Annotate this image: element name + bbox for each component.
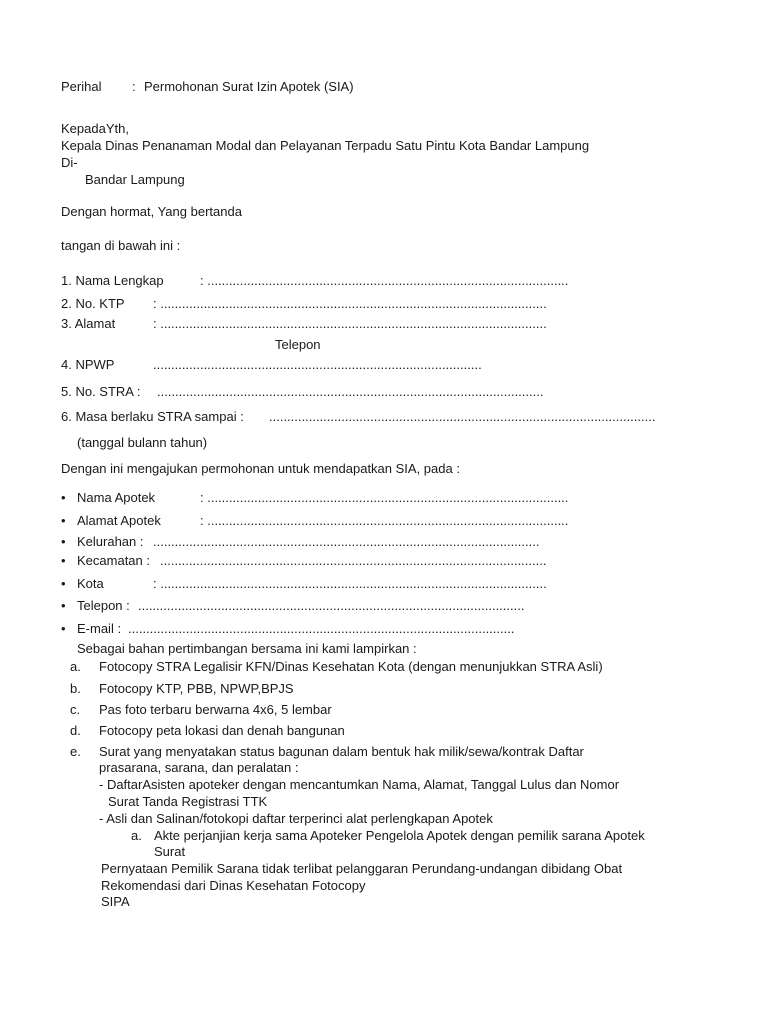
field-nama-lengkap-label: 1. Nama Lengkap	[61, 273, 164, 288]
field-telepon-label: Telepon	[275, 337, 321, 352]
attachment-suba-2: Surat	[154, 844, 186, 859]
recipient-name: Kepala Dinas Penanaman Modal dan Pelayanan Terpadu Satu Pintu Kota Bandar Lampung	[61, 138, 590, 153]
attachment-a-text: Fotocopy STRA Legalisir KFN/Dinas Kesehatan Kota (dengan menunjukkan STRA Asli)	[99, 659, 603, 674]
request-text: Dengan ini mengajukan permohonan untuk mendapatkan SIA, pada :	[61, 461, 460, 476]
apotek-email-dots: ...........................................................................................................	[128, 621, 515, 636]
apotek-kelurahan-dots: ...........................................................................................................	[153, 534, 540, 549]
recipient-di: Di-	[61, 155, 78, 170]
recipient-kepada: KepadaYth,	[61, 121, 129, 136]
attachment-suba-1: Akte perjanjian kerja sama Apoteker Pengelola Apotek dengan pemilik sarana Apotek	[154, 828, 645, 843]
attachments-intro: Sebagai bahan pertimbangan bersama ini kami lampirkan :	[77, 641, 417, 656]
attachment-sub-2: - Asli dan Salinan/fotokopi daftar terperinci alat perlengkapan Apotek	[99, 811, 493, 826]
attachment-sub-1a: - DaftarAsisten apoteker dengan mencantumkan Nama, Alamat, Tanggal Lulus dan Nomor	[99, 777, 620, 792]
attachment-b-text: Fotocopy KTP, PBB, NPWP,BPJS	[99, 681, 294, 696]
field-npwp-dots: ...........................................................................................	[153, 357, 482, 372]
field-alamat-label: 3. Alamat	[61, 316, 116, 331]
apotek-telepon-label: • Telepon :	[77, 598, 130, 614]
attachment-d-text: Fotocopy peta lokasi dan denah bangunan	[99, 723, 345, 738]
attachment-tail-2: Rekomendasi dari Dinas Kesehatan Fotocopy	[101, 878, 366, 893]
attachment-tail-1: Pernyataan Pemilik Sarana tidak terlibat pelanggaran Perundang-undangan dibidang Obat	[101, 861, 623, 876]
field-no-stra-label: 5. No. STRA :	[61, 384, 141, 399]
field-masa-berlaku-label: 6. Masa berlaku STRA sampai :	[61, 409, 244, 424]
attachment-e-letter: e.	[70, 744, 81, 759]
apotek-nama-dots: : ....................................................................................................	[200, 490, 569, 505]
apotek-alamat-dots: : ....................................................................................................	[200, 513, 569, 528]
apotek-kota-label: • Kota	[77, 576, 104, 592]
apotek-kelurahan-label: • Kelurahan :	[77, 534, 144, 550]
apotek-kota-dots: : ...........................................................................................................	[153, 576, 547, 591]
attachment-b-letter: b.	[70, 681, 81, 696]
attachment-e-text: Surat yang menyatakan status bagunan dalam bentuk hak milik/sewa/kontrak Daftar	[99, 744, 584, 759]
apotek-kecamatan-label: • Kecamatan :	[77, 553, 150, 569]
attachment-tail-3: SIPA	[101, 894, 130, 909]
field-date-hint: (tanggal bulann tahun)	[77, 435, 208, 450]
attachment-c-letter: c.	[70, 702, 81, 717]
field-no-ktp-label: 2. No. KTP	[61, 296, 125, 311]
apotek-kecamatan-dots: ...........................................................................................................	[160, 553, 547, 568]
perihal-label: Perihal	[61, 79, 102, 94]
opening-line-2: tangan di bawah ini :	[61, 238, 181, 253]
apotek-alamat-label: • Alamat Apotek	[77, 513, 161, 529]
recipient-city: Bandar Lampung	[85, 172, 185, 187]
field-no-ktp-dots: : ...........................................................................................................	[153, 296, 547, 311]
opening-line-1: Dengan hormat, Yang bertanda	[61, 204, 242, 219]
attachment-sub-1b: Surat Tanda Registrasi TTK	[108, 794, 268, 809]
field-alamat-dots: : ...........................................................................................................	[153, 316, 547, 331]
apotek-telepon-dots: ...........................................................................................................	[138, 598, 525, 613]
attachment-d-letter: d.	[70, 723, 81, 738]
apotek-email-label: • E-mail :	[77, 621, 121, 637]
apotek-nama-label: • Nama Apotek	[77, 490, 155, 506]
perihal-value: Permohonan Surat Izin Apotek (SIA)	[144, 79, 354, 94]
attachment-suba-letter: a.	[131, 828, 142, 843]
field-npwp-label: 4. NPWP	[61, 357, 115, 372]
field-masa-berlaku-dots: ...........................................................................................................	[269, 409, 656, 424]
attachment-e-text-2: prasarana, sarana, dan peralatan :	[99, 760, 299, 775]
attachment-c-text: Pas foto terbaru berwarna 4x6, 5 lembar	[99, 702, 332, 717]
field-no-stra-dots: ...........................................................................................................	[157, 384, 544, 399]
perihal-colon: :	[132, 79, 136, 94]
field-nama-lengkap-dots: : ....................................................................................................	[200, 273, 569, 288]
attachment-a-letter: a.	[70, 659, 81, 674]
